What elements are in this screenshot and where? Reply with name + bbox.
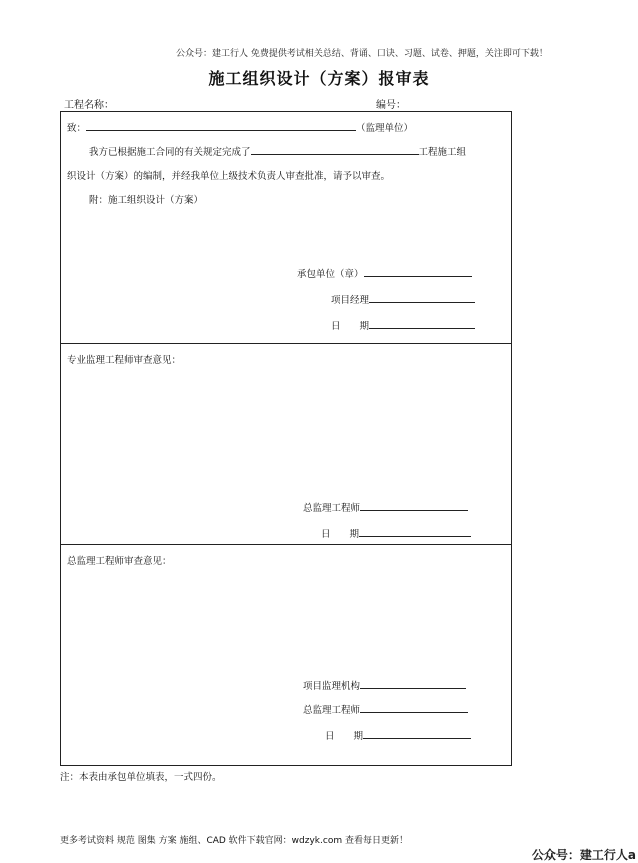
footer-more-info: 更多考试资料 规范 图集 方案 施组、CAD 软件下载官网：wdzyk.com 查看每日更新！ <box>60 836 408 846</box>
divider-2 <box>61 544 511 545</box>
to-label: 致： <box>67 123 87 134</box>
section3-date-field[interactable] <box>363 728 471 739</box>
manager-row <box>331 292 475 306</box>
manager-label: 项目经理 <box>331 295 370 306</box>
section3-heading: 总监理工程师审查意见： <box>67 556 172 567</box>
manager-field[interactable] <box>369 292 475 303</box>
section1-to-row <box>67 120 413 134</box>
section3-chief-row <box>303 702 468 716</box>
line1-text: 我方已根据施工合同的有关规定完成了 <box>89 147 251 158</box>
chief-engineer-label: 总监理工程师 <box>303 705 361 716</box>
section1-line2: 织设计（方案）的编制，并经我单位上级技术负责人审查批准，请予以审查。 <box>67 171 391 182</box>
section1-date-row <box>331 318 475 332</box>
contractor-row <box>297 266 472 280</box>
section2-date-row <box>321 526 471 540</box>
watermark: 公众号：建工行人a <box>531 848 636 862</box>
date-label: 日 期 <box>325 731 364 742</box>
section2-chief-field[interactable] <box>360 500 468 511</box>
section2-date-field[interactable] <box>359 526 471 537</box>
line1-suffix: 工程施工组 <box>418 147 467 158</box>
section3-chief-field[interactable] <box>360 702 468 713</box>
supervision-org-row <box>303 678 466 692</box>
divider-1 <box>61 343 511 344</box>
project-name-label: 工程名称： <box>64 100 114 111</box>
supervision-org-label: 项目监理机构 <box>303 681 361 692</box>
contractor-label: 承包单位（章） <box>297 269 364 280</box>
supervision-org-field[interactable] <box>360 678 466 689</box>
page-title: 施工组织设计（方案）报审表 <box>208 69 430 88</box>
date-label: 日 期 <box>321 529 360 540</box>
to-suffix: （监理单位） <box>356 123 414 134</box>
attachment-text: 附：施工组织设计（方案） <box>89 195 204 206</box>
chief-engineer-label: 总监理工程师 <box>303 503 361 514</box>
section1-date-field[interactable] <box>369 318 475 329</box>
supervision-unit-field[interactable] <box>86 120 356 131</box>
section1-line1 <box>89 144 466 158</box>
section3-date-row <box>325 728 471 742</box>
form-note: 注：本表由承包单位填表，一式四份。 <box>60 772 222 783</box>
date-label: 日 期 <box>331 321 370 332</box>
contractor-field[interactable] <box>364 266 472 277</box>
form-number-label: 编号： <box>376 100 406 111</box>
section2-chief-row <box>303 500 468 514</box>
review-form <box>60 111 512 766</box>
section2-heading: 专业监理工程师审查意见： <box>67 355 182 366</box>
project-name-field[interactable] <box>251 144 419 155</box>
header-notice: 公众号：建工行人 免费提供考试相关总结、背诵、口诀、习题、试卷、押题，关注即可下载！ <box>176 49 548 59</box>
